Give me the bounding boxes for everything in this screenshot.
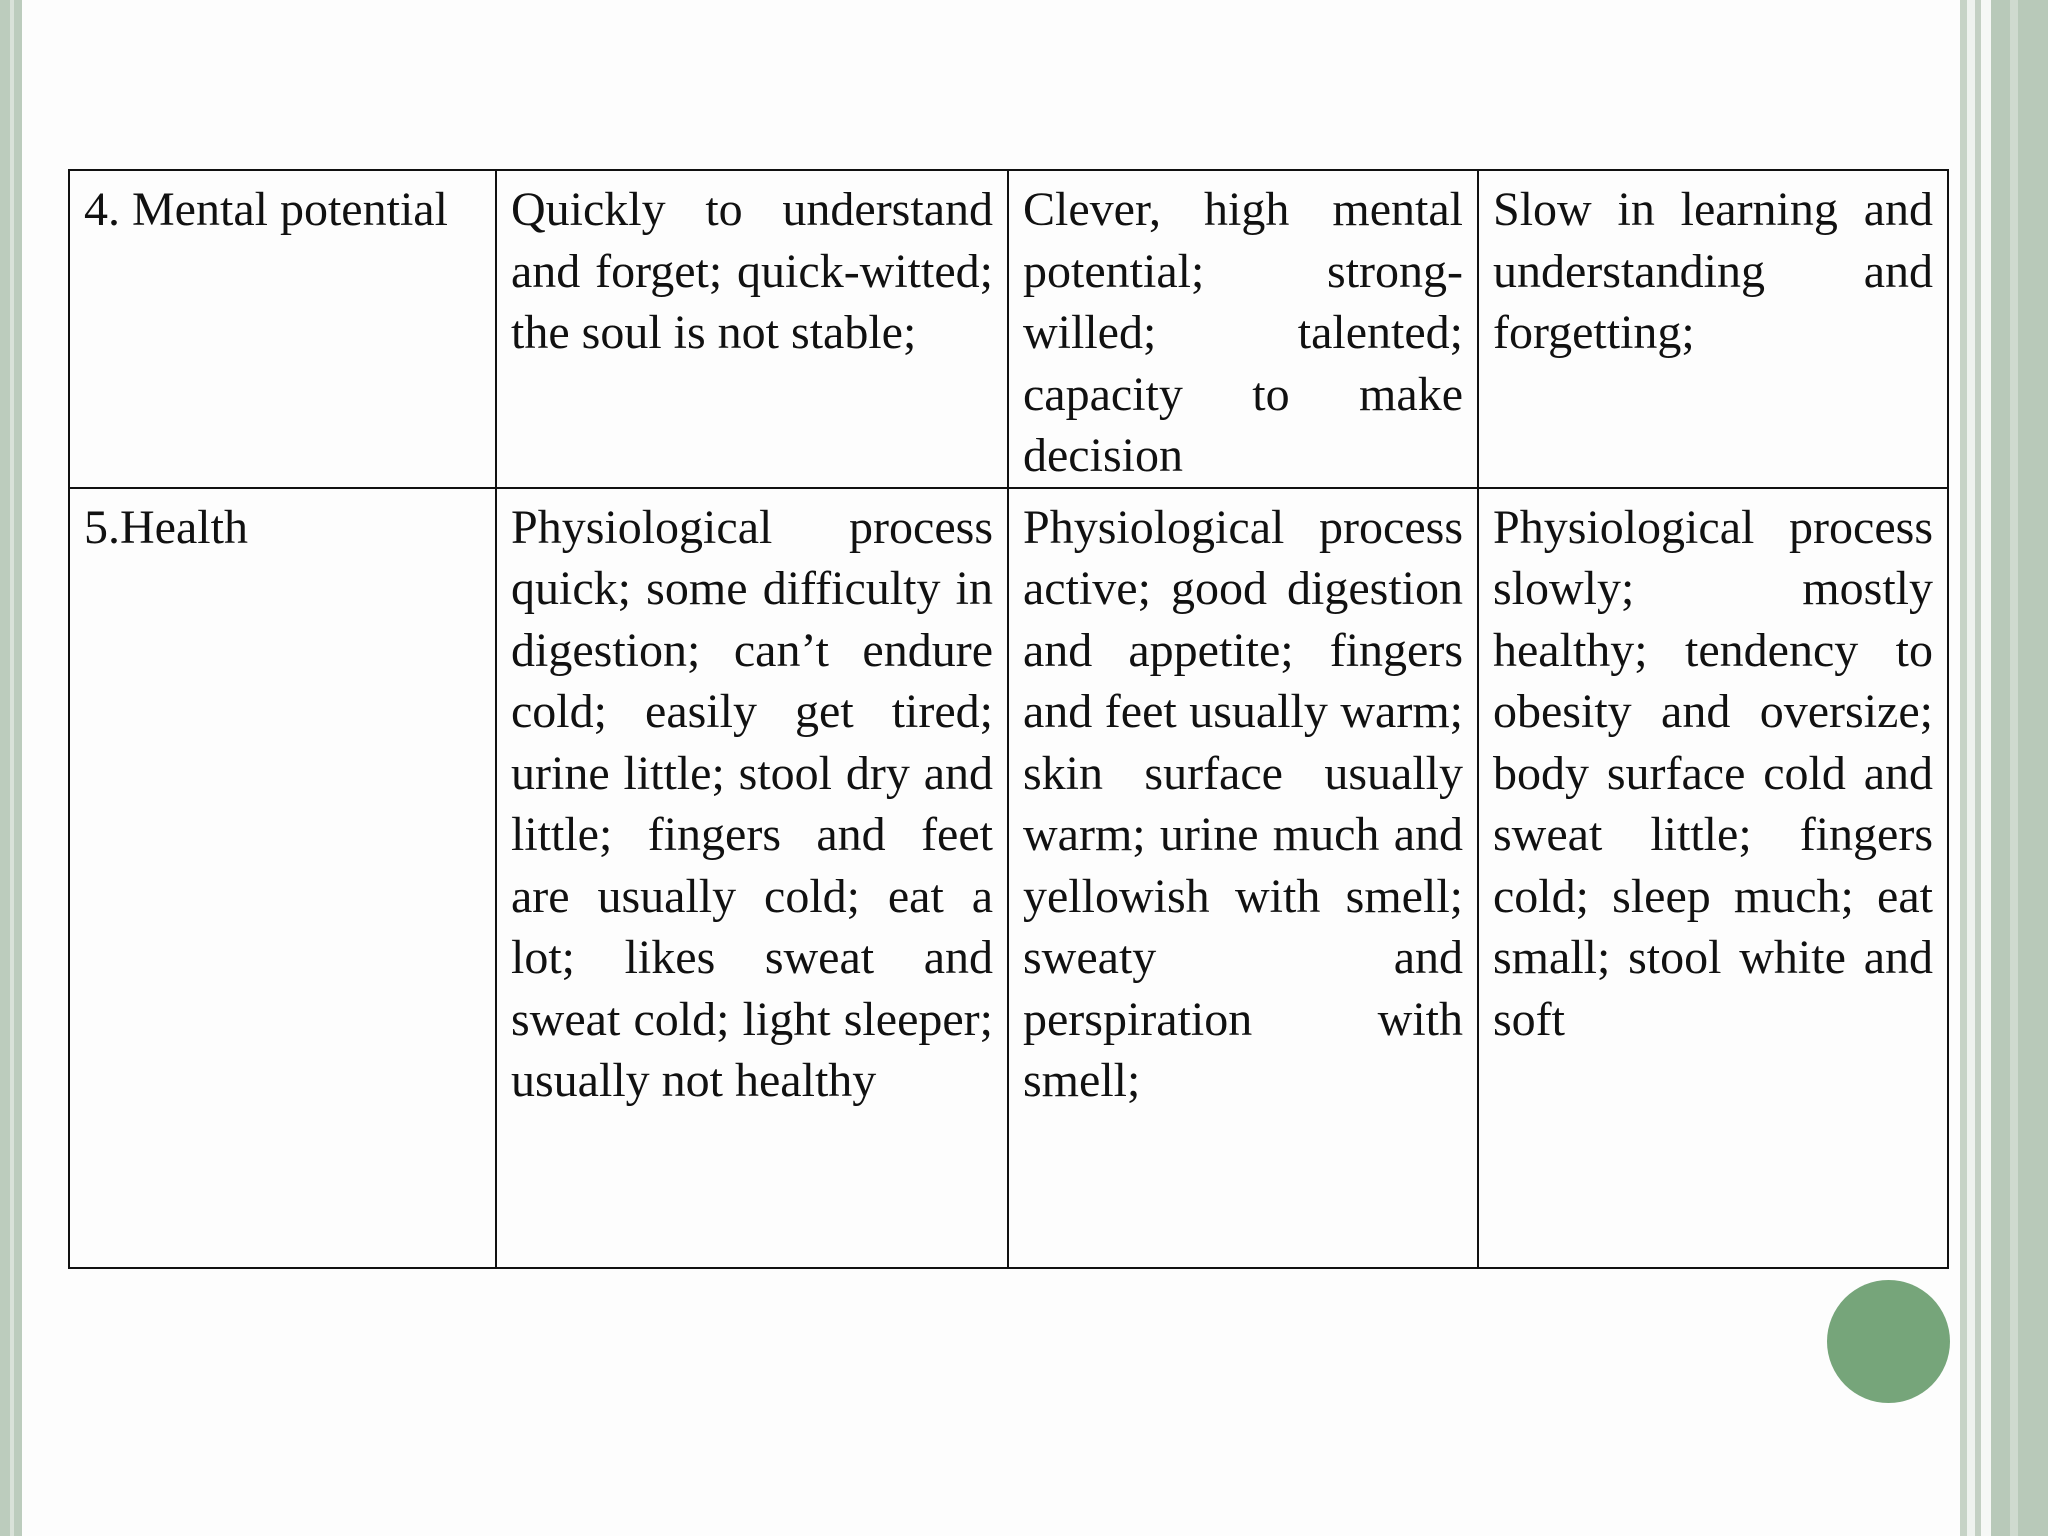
constitution-traits-table: [68, 169, 1949, 1269]
table-cell: Physiological process active; good digestion and appetite; fingers and feet usually warm; skin surface usually warm; urine much and yellowish with smell; sweaty and perspiration with smell;: [1008, 488, 1478, 1268]
table-cell: Physiological process quick; some difficulty in digestion; can’t endure cold; easily get tired; urine little; stool dry and little; fingers and feet are usually cold; eat a lot; likes sweat and sweat cold; light sleeper; usually not healthy: [496, 488, 1008, 1268]
right-decorative-stripes: [1960, 0, 2048, 1536]
table-cell: Physiological process slowly; mostly healthy; tendency to obesity and oversize; body surface cold and sweat little; fingers cold; sleep much; eat small; stool white and soft: [1478, 488, 1948, 1268]
left-decorative-bar: [0, 0, 22, 1536]
table-cell: Quickly to understand and forget; quick-witted; the soul is not stable;: [496, 170, 1008, 488]
table-row: [69, 170, 1948, 488]
decorative-green-circle: [1827, 1280, 1950, 1403]
row-label-health: 5.Health: [69, 488, 496, 1268]
table-cell: Clever, high mental potential; strong-willed; talented; capacity to make decision: [1008, 170, 1478, 488]
table-cell: Slow in learning and understanding and forgetting;: [1478, 170, 1948, 488]
table-row: [69, 488, 1948, 1268]
row-label-mental-potential: 4. Mental potential: [69, 170, 496, 488]
